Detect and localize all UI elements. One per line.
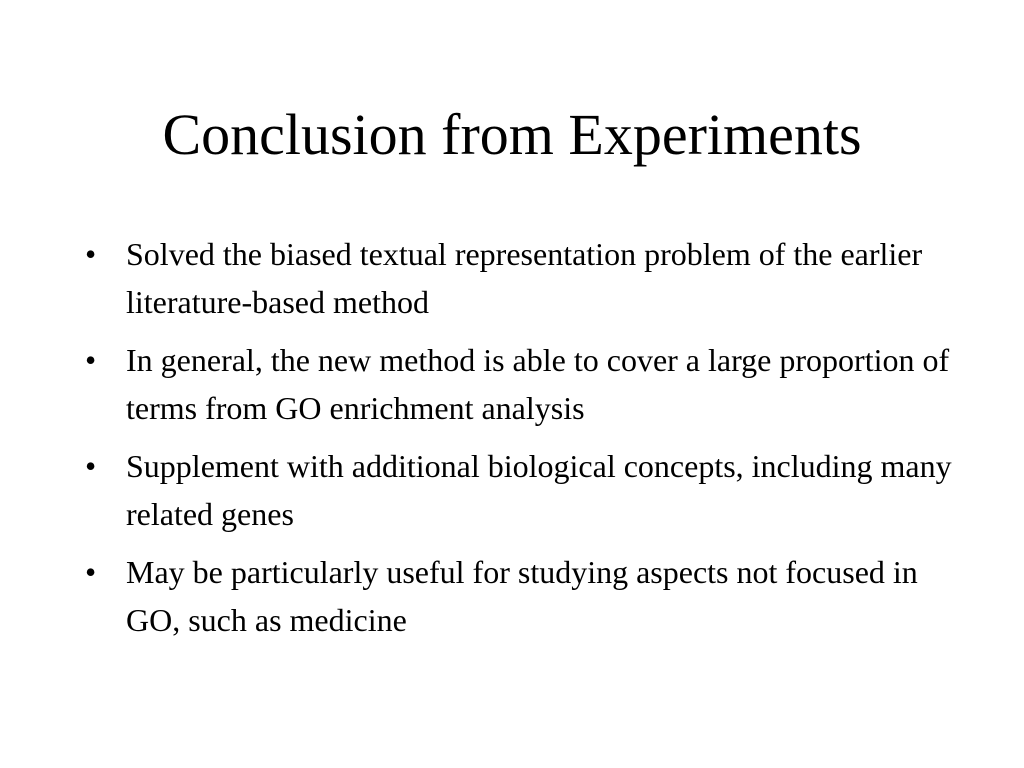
bullet-item bbox=[85, 230, 955, 326]
bullet-icon: • bbox=[85, 236, 97, 272]
bullet-icon: • bbox=[85, 448, 97, 484]
bullet-item bbox=[85, 548, 955, 644]
bullet-text: In general, the new method is able to cover a large proportion of terms from GO enrichment analysis bbox=[126, 342, 950, 426]
bullet-list bbox=[85, 230, 955, 654]
bullet-item bbox=[85, 336, 955, 432]
bullet-text: Supplement with additional biological concepts, including many related genes bbox=[126, 448, 952, 532]
bullet-icon: • bbox=[85, 554, 97, 590]
bullet-item bbox=[85, 442, 955, 538]
slide-title: Conclusion from Experiments bbox=[162, 102, 862, 167]
bullet-text: May be particularly useful for studying aspects not focused in GO, such as medicine bbox=[126, 554, 918, 638]
bullet-icon: • bbox=[85, 342, 97, 378]
bullet-text: Solved the biased textual representation problem of the earlier literature-based method bbox=[126, 236, 923, 320]
